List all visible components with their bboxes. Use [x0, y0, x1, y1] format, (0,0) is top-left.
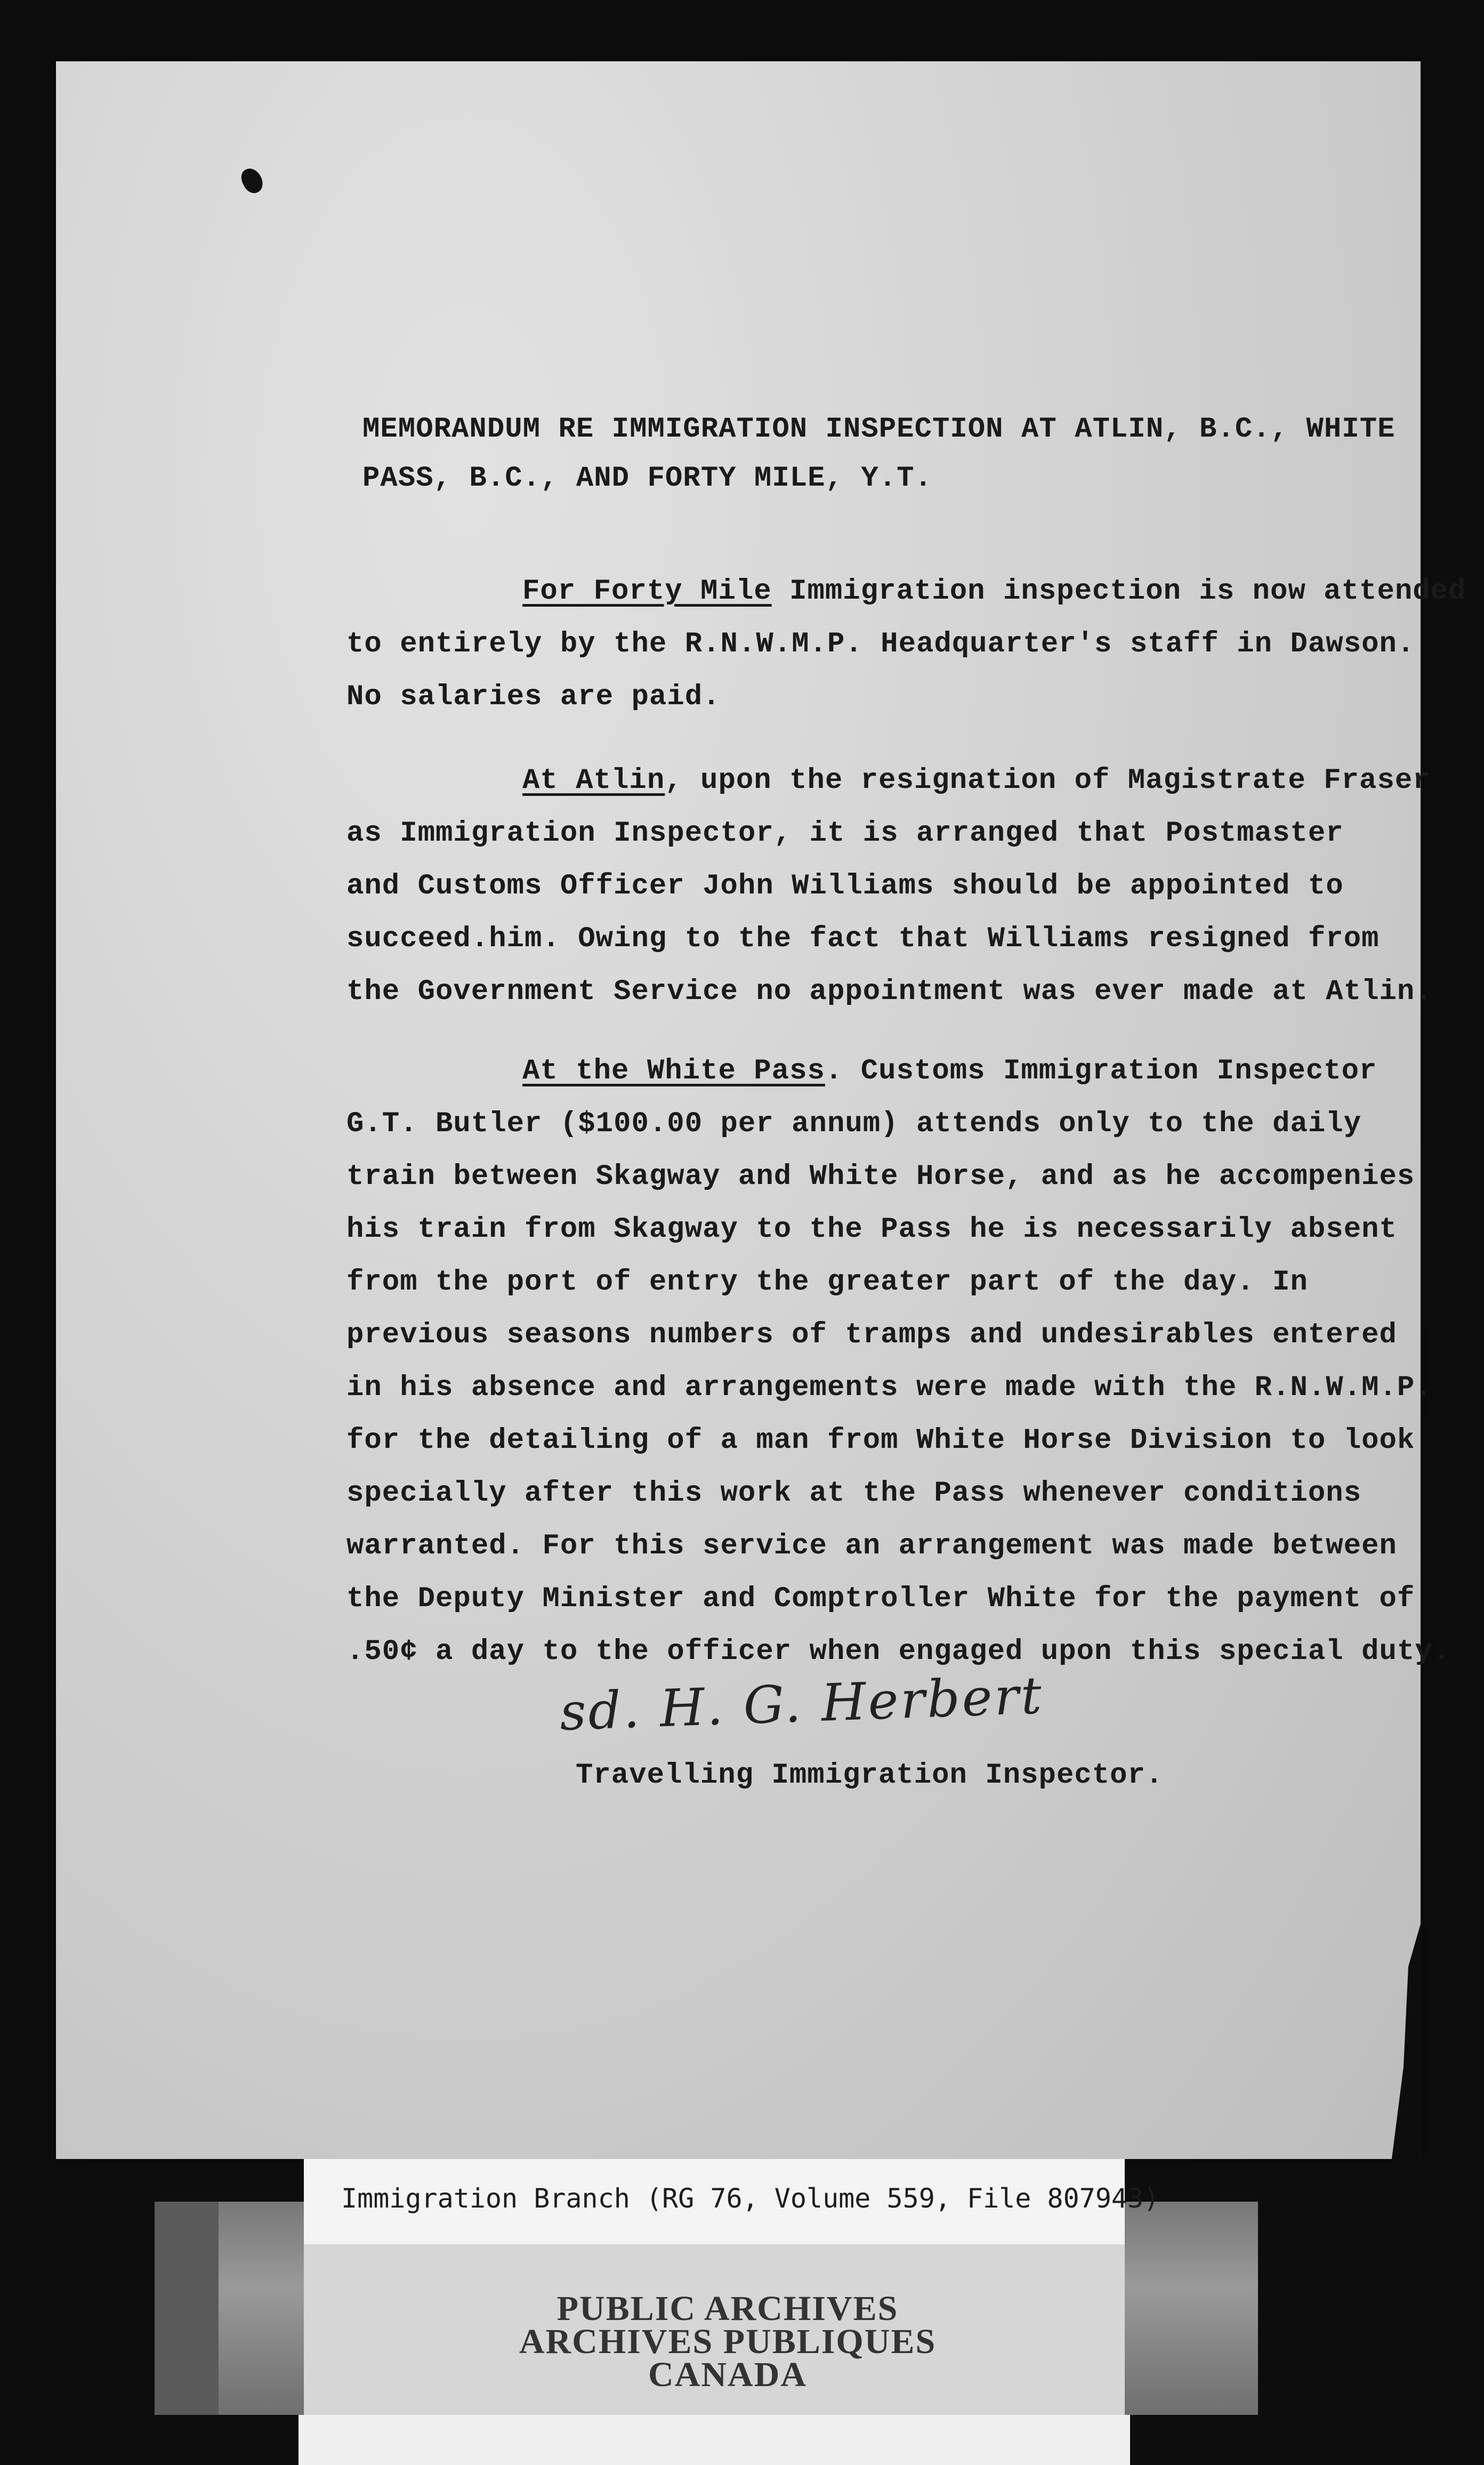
paragraph-line: previous seasons numbers of tramps and undesirables entered [346, 1319, 1397, 1351]
paragraph-line: specially after this work at the Pass whenever conditions [346, 1477, 1362, 1510]
archive-stamp-line: CANADA [648, 2355, 807, 2394]
paragraph-white-pass [346, 1045, 1451, 1678]
handwritten-signature: sd. H. G. Herbert [559, 1665, 1045, 1742]
paragraph-line: to entirely by the R.N.W.M.P. Headquarter's staff in Dawson. [346, 628, 1415, 660]
paragraph-line: his train from Skagway to the Pass he is necessarily absent [346, 1213, 1397, 1246]
paragraph-line: For Forty Mile Immigration inspection is now attended [522, 575, 1466, 608]
memo-heading [362, 405, 1396, 503]
paragraph-line: At Atlin, upon the resignation of Magistrate Fraser [522, 764, 1431, 797]
paragraph-line: No salaries are paid. [346, 681, 721, 713]
archive-stamp-line: ARCHIVES PUBLIQUES [519, 2322, 937, 2361]
punch-hole [238, 165, 267, 197]
paragraph-line: from the port of entry the greater part of the day. In [346, 1266, 1308, 1299]
paragraph-line: and Customs Officer John Williams should be appointed to [346, 870, 1344, 903]
paragraph-line: succeed.him. Owing to the fact that Williams resigned from [346, 923, 1380, 955]
signatory-title: Travelling Immigration Inspector. [576, 1759, 1164, 1792]
heading-line-1: MEMORANDUM RE IMMIGRATION INSPECTION AT ATLIN, B.C., WHITE [362, 413, 1396, 446]
paragraph-atlin [346, 754, 1433, 1018]
paragraph-forty-mile [346, 565, 1466, 723]
paragraph-line: G.T. Butler ($100.00 per annum) attends only to the daily [346, 1108, 1362, 1140]
paragraph-lead: At Atlin [522, 764, 665, 797]
paragraph-lead: For Forty Mile [522, 575, 772, 608]
paragraph-line: At the White Pass. Customs Immigration Inspector [522, 1055, 1377, 1088]
paragraph-line: the Government Service no appointment was ever made at Atlin. [346, 976, 1433, 1008]
paragraph-line: train between Skagway and White Horse, and as he accompenies [346, 1161, 1415, 1193]
paragraph-line: .50¢ a day to the officer when engaged upon this special duty. [346, 1636, 1451, 1668]
bottom-paper-strip [299, 2415, 1130, 2465]
paragraph-line: the Deputy Minister and Comptroller White for the payment of [346, 1583, 1415, 1615]
archive-reference-label: Immigration Branch (RG 76, Volume 559, File 807943) [341, 2183, 1160, 2214]
archive-stamp-line: PUBLIC ARCHIVES [556, 2289, 899, 2328]
paragraph-line: for the detailing of a man from White Horse Division to look [346, 1424, 1415, 1457]
paragraph-lead: At the White Pass [522, 1055, 825, 1088]
paragraph-line: in his absence and arrangements were made with the R.N.W.M.P. [346, 1372, 1433, 1404]
heading-line-2: PASS, B.C., AND FORTY MILE, Y.T. [362, 462, 932, 495]
paragraph-line: warranted. For this service an arrangement was made between [346, 1530, 1397, 1562]
paragraph-line: as Immigration Inspector, it is arranged that Postmaster [346, 817, 1344, 850]
